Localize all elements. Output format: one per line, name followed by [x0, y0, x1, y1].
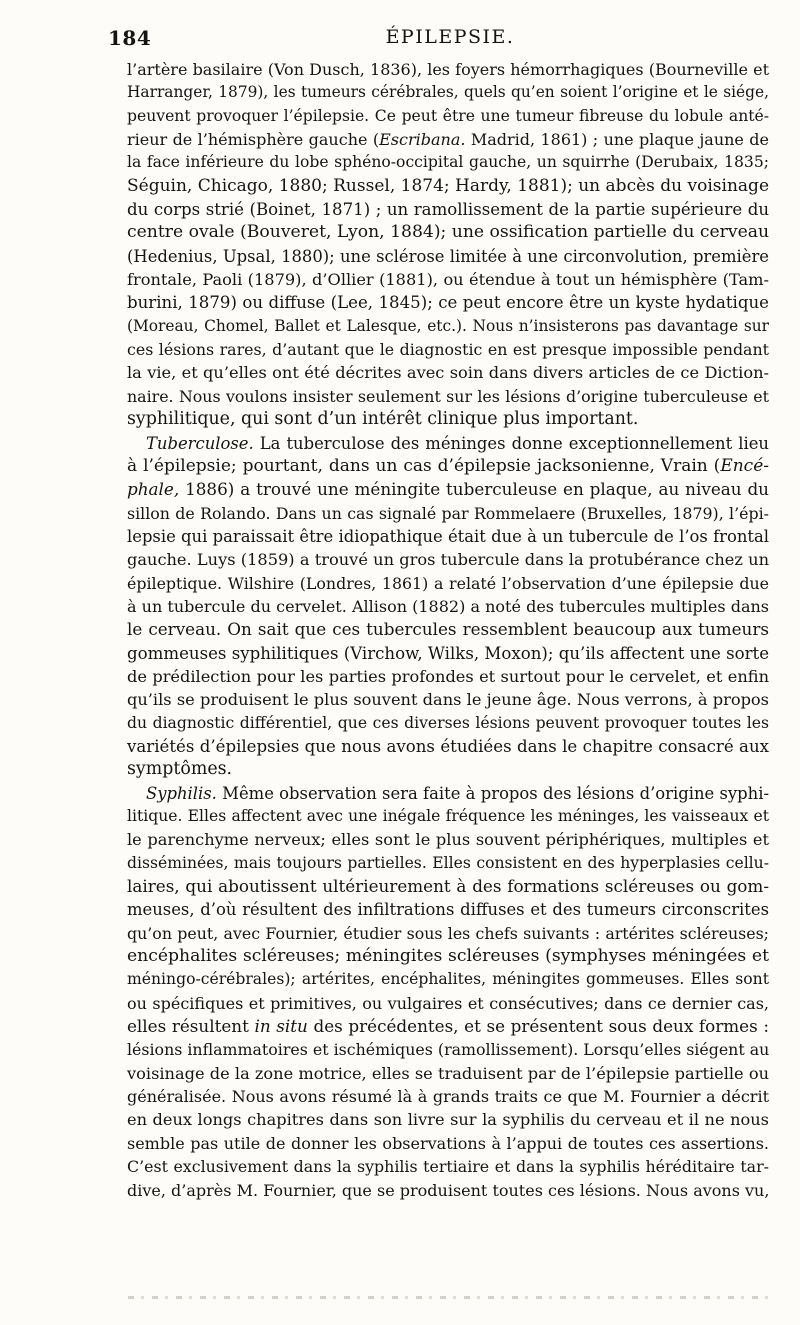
text-line: C’est exclusivement dans la syphilis tertiaire et dans la syphilis héréditaire tar-: [127, 1157, 769, 1177]
italic-text-run: Encé-: [720, 455, 769, 476]
text-line: [127, 455, 769, 478]
text-line: syphilitique, qui sont d’un intérêt clinique plus important.: [127, 409, 639, 430]
text-line: qu’on peut, avec Fournier, étudier sous les chefs suivants : artérites scléreuses;: [127, 923, 769, 943]
text-line: la face inférieure du lobe sphéno-occipital gauche, un squirrhe (Derubaix, 1835;: [127, 153, 769, 172]
text-line: (Hedenius, Upsal, 1880); une sclérose limitée à une circonvolution, première: [127, 246, 769, 266]
text-line: naire. Nous voulons insister seulement sur les lésions d’origine tuberculeuse et: [127, 386, 769, 406]
italic-text-run: Escribana.: [379, 130, 466, 150]
text-line: dive, d’après M. Fournier, que se produisent toutes ces lésions. Nous avons vu,: [127, 1180, 770, 1200]
text-line: [127, 128, 769, 151]
text-line: du diagnostic différentiel, que ces diverses lésions peuvent provoquer toutes les: [127, 713, 769, 732]
text-run: à l’épilepsie; pourtant, dans un cas d’épilepsie jacksonienne, Vrain (: [127, 455, 721, 476]
text-run: Même observation sera faite à propos des lésions d’origine syphi-: [216, 783, 769, 803]
text-line: meuses, d’où résultent des infiltrations diffuses et des tumeurs circonscrites: [127, 900, 769, 920]
text-line: frontale, Paoli (1879), d’Ollier (1881), ou étendue à tout un hémisphère (Tam-: [127, 270, 769, 290]
text-line: Séguin, Chicago, 1880; Russel, 1874; Hardy, 1881); un abcès du voisinage: [127, 175, 769, 196]
text-run: La tuberculose des méninges donne exceptionnellement lieu: [253, 433, 769, 453]
text-line: [127, 478, 769, 501]
text-line: l’artère basilaire (Von Dusch, 1836), les foyers hémorrhagiques (Bourneville et: [127, 60, 769, 79]
text-line: burini, 1879) ou diffuse (Lee, 1845); ce peut encore être un kyste hydatique: [127, 293, 769, 313]
text-line: en deux longs chapitres dans son livre sur la syphilis du cerveau et il ne nous: [127, 1110, 769, 1130]
italic-text-run: phale,: [127, 479, 180, 500]
text-line: (Moreau, Chomel, Ballet et Lalesque, etc.). Nous n’insisterons pas davantage sur: [127, 316, 769, 335]
text-line: variétés d’épilepsies que nous avons étudiées dans le chapitre consacré aux: [127, 736, 769, 756]
page-header: [108, 26, 752, 56]
text-line: qu’ils se produisent le plus souvent dans le jeune âge. Nous verrons, à propos: [127, 690, 769, 710]
text-line: épileptique. Wilshire (Londres, 1861) a relaté l’observation d’une épilepsie due: [127, 573, 769, 593]
text-line: ou spécifiques et primitives, ou vulgaires et consécutives; dans ce dernier cas,: [127, 993, 769, 1013]
text-line: du corps strié (Boinet, 1871) ; un ramollissement de la partie supérieure du: [127, 200, 769, 220]
text-line: lésions inflammatoires et ischémiques (ramollissement). Lorsqu’elles siégent au: [127, 1040, 770, 1060]
text-line: laires, qui aboutissent ultérieurement à des formations scléreuses ou gom-: [127, 876, 769, 897]
text-run: rieur de l’hémisphère gauche (: [127, 130, 380, 150]
text-line: le cerveau. On sait que ces tubercules ressemblent beaucoup aux tumeurs: [127, 619, 769, 640]
text-line: centre ovale (Bouveret, Lyon, 1884); une ossification partielle du cerveau: [127, 222, 770, 243]
page-number: 184: [108, 26, 152, 50]
italic-text-run: Tuberculose.: [146, 433, 254, 453]
text-run: Madrid, 1861) ; une plaque jaune de: [465, 130, 769, 150]
text-line: encéphalites scléreuses; méningites scléreuses (symphyses méningées et: [127, 946, 769, 967]
text-line: ces lésions rares, d’autant que le diagnostic en est presque impossible pendant: [127, 340, 769, 360]
text-run: des précédentes, et se présentent sous deux formes :: [307, 1016, 770, 1037]
text-line: peuvent provoquer l’épilepsie. Ce peut être une tumeur fibreuse du lobule anté-: [127, 106, 769, 125]
text-line: [127, 782, 769, 805]
text-line: de prédilection pour les parties profondes et surtout pour le cervelet, et enfin: [127, 666, 769, 686]
text-line: gommeuses syphilitiques (Virchow, Wilks, Moxon); qu’ils affectent une sorte: [127, 643, 770, 663]
text-line: sillon de Rolando. Dans un cas signalé par Rommelaere (Bruxelles, 1879), l’épi-: [127, 503, 769, 523]
italic-text-run: Syphilis.: [146, 783, 217, 803]
text-line: la vie, et qu’elles ont été décrites avec soin dans divers articles de ce Diction-: [127, 363, 769, 383]
text-line: à un tubercule du cervelet. Allison (1882) a noté des tubercules multiples dans: [127, 596, 769, 616]
bleed-through-footer: [128, 1296, 768, 1299]
text-line: gauche. Luys (1859) a trouvé un gros tubercule dans la protubérance chez un: [127, 550, 769, 570]
italic-text-run: in situ: [254, 1016, 308, 1037]
text-line: [127, 1015, 769, 1038]
text-line: semble pas utile de donner les observations à l’appui de toutes ces assertions.: [127, 1133, 769, 1153]
text-line: [127, 432, 769, 455]
text-line: lepsie qui paraissait être idiopathique était due à un tubercule de l’os frontal: [127, 526, 769, 546]
text-line: généralisée. Nous avons résumé là à grands traits ce que M. Fournier a décrit: [127, 1087, 769, 1107]
text-line: litique. Elles affectent avec une inégale fréquence les méninges, les vaisseaux et: [127, 807, 769, 825]
text-line: Harranger, 1879), les tumeurs cérébrales, quels qu’en soient l’origine et le siége,: [127, 83, 769, 102]
text-run: 1886) a trouvé une méningite tuberculeuse en plaque, au niveau du: [179, 479, 769, 500]
text-run: elles résultent: [127, 1016, 255, 1037]
text-line: symptômes.: [127, 759, 233, 780]
running-title: ÉPILEPSIE.: [385, 26, 515, 48]
text-line: disséminées, mais toujours partielles. Elles consistent en des hyperplasies cellu-: [127, 853, 769, 872]
text-line: le parenchyme nerveux; elles sont le plus souvent périphériques, multiples et: [127, 830, 769, 850]
body-text: [127, 58, 769, 1202]
text-line: méningo-cérébrales); artérites, encéphalites, méningites gommeuses. Elles sont: [127, 970, 769, 989]
text-line: voisinage de la zone motrice, elles se traduisent par de l’épilepsie partielle ou: [127, 1063, 769, 1083]
